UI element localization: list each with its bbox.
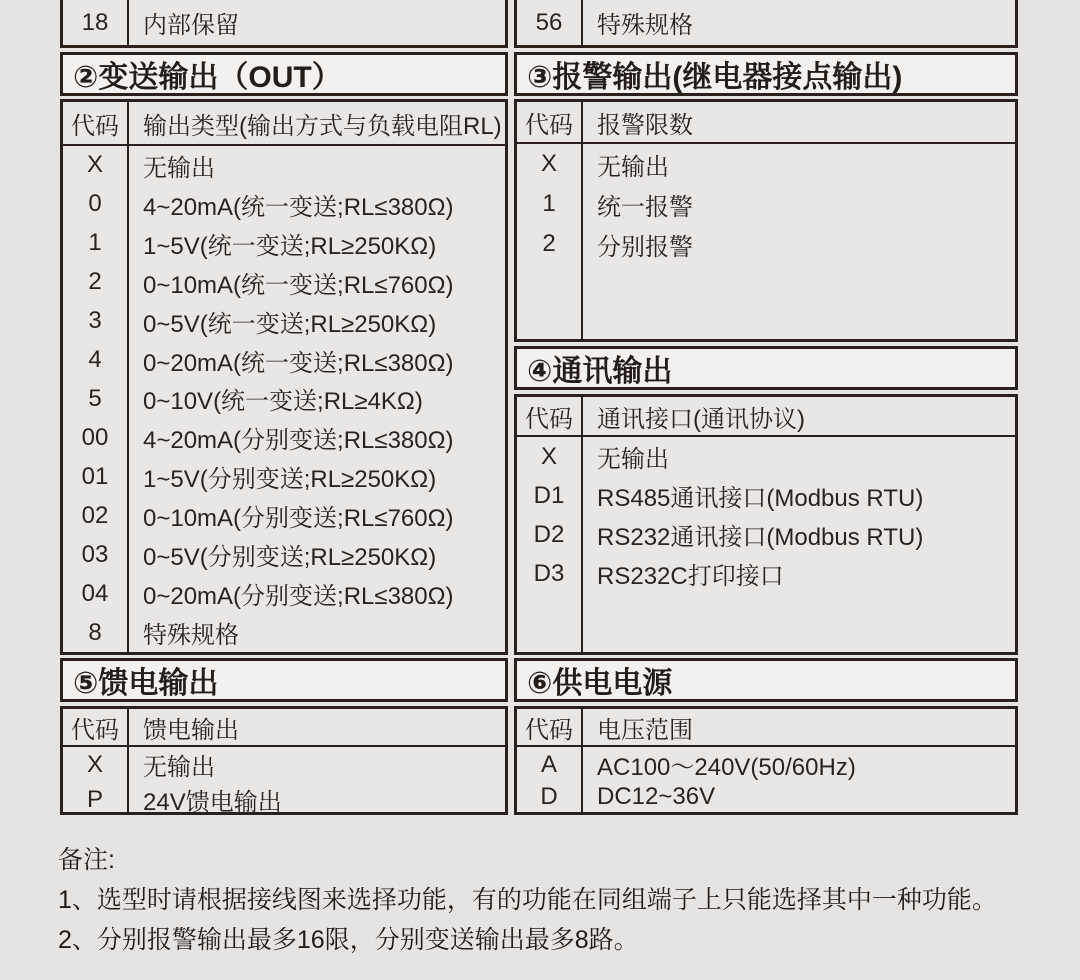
- table-row: [63, 263, 505, 302]
- label-cell: RS232通讯接口(Modbus RTU): [597, 524, 924, 551]
- table-row: [517, 476, 1015, 515]
- label-cell: 内部保留: [143, 12, 239, 39]
- table-row: [517, 515, 1015, 554]
- table-row: [63, 613, 505, 652]
- header-label: 通讯接口(通讯协议): [597, 405, 805, 433]
- header-label: 输出类型(输出方式与负载电阻RL): [143, 112, 502, 140]
- code-cell: 1: [542, 190, 556, 217]
- table-row: [63, 574, 505, 613]
- label-cell: AC100～240V(50/60Hz): [597, 754, 856, 781]
- label-cell: 0~10V(统一变送;RL≥4KΩ): [143, 388, 423, 416]
- header-label: 报警限数: [597, 111, 693, 139]
- label-cell: DC12~36V: [597, 783, 716, 810]
- code-cell: 0: [88, 190, 102, 218]
- label-cell: 4~20mA(统一变送;RL≤380Ω): [143, 193, 454, 221]
- section6-title: ⑥供电电源: [514, 658, 1018, 702]
- table-row: [63, 535, 505, 574]
- table-header-row: [517, 102, 1015, 144]
- header-label: 电压范围: [597, 716, 693, 744]
- table-row: [63, 224, 505, 263]
- table-row: [517, 0, 1015, 45]
- code-cell: 1: [88, 229, 102, 257]
- code-cell: A: [540, 750, 557, 778]
- table-row: [517, 554, 1015, 593]
- table-row: [63, 341, 505, 380]
- section5-title: ⑤馈电输出: [60, 658, 508, 702]
- section3-table: [514, 99, 1018, 342]
- section6-table: [514, 706, 1018, 815]
- code-cell: 02: [81, 501, 109, 529]
- header-code: 代码: [525, 111, 573, 139]
- note-item: 2、分别报警输出最多16限，分别变送输出最多8路。: [58, 926, 639, 954]
- header-label: 馈电输出: [143, 716, 239, 744]
- header-code: 代码: [525, 716, 573, 744]
- table-row: [517, 782, 1015, 812]
- code-cell: 03: [81, 540, 109, 568]
- table-row: [517, 224, 1015, 264]
- label-cell: 24V馈电输出: [143, 789, 282, 816]
- header-code: 代码: [71, 716, 119, 744]
- section2-table: [60, 99, 508, 655]
- label-cell: 0~20mA(统一变送;RL≤380Ω): [143, 349, 454, 377]
- code-cell: X: [86, 151, 103, 179]
- table-row: [63, 146, 505, 185]
- label-cell: 特殊规格: [143, 622, 239, 650]
- label-cell: 分别报警: [597, 233, 693, 261]
- notes-title: 备注:: [58, 846, 115, 874]
- label-cell: 0~5V(分别变送;RL≥250KΩ): [143, 544, 437, 572]
- code-cell: X: [86, 750, 103, 778]
- header-code: 代码: [525, 405, 573, 433]
- label-cell: 特殊规格: [597, 12, 693, 39]
- code-cell: D3: [533, 559, 565, 587]
- label-cell: 无输出: [597, 446, 669, 473]
- label-cell: 0~10mA(分别变送;RL≤760Ω): [143, 505, 454, 533]
- label-cell: 1~5V(分别变送;RL≥250KΩ): [143, 466, 437, 494]
- code-cell: 00: [81, 423, 109, 451]
- label-cell: RS485通讯接口(Modbus RTU): [597, 485, 924, 512]
- label-cell: 无输出: [143, 154, 215, 182]
- label-cell: 无输出: [143, 754, 215, 781]
- note-item: 1、选型时请根据接线图来选择功能，有的功能在同组端子上只能选择其中一种功能。: [58, 886, 997, 914]
- label-cell: 统一报警: [597, 193, 693, 221]
- code-cell: 2: [88, 268, 102, 296]
- table-header-row: [63, 709, 505, 747]
- top-row-right: [514, 0, 1018, 48]
- label-cell: 4~20mA(分别变送;RL≤380Ω): [143, 427, 454, 455]
- code-cell: X: [540, 150, 557, 177]
- section2-title: ②变送输出（OUT）: [60, 52, 508, 96]
- code-cell: 2: [542, 230, 556, 257]
- table-row: [63, 457, 505, 496]
- section4-table: [514, 394, 1018, 655]
- label-cell: 0~5V(统一变送;RL≥250KΩ): [143, 310, 437, 338]
- table-row: [517, 144, 1015, 184]
- code-cell: D1: [533, 481, 565, 509]
- code-cell: D2: [533, 520, 565, 548]
- table-row: [517, 437, 1015, 476]
- code-cell: 4: [88, 346, 102, 374]
- table-row: [63, 747, 505, 782]
- top-row-left: [60, 0, 508, 48]
- section4-title: ④通讯输出: [514, 346, 1018, 390]
- label-cell: 0~20mA(分别变送;RL≤380Ω): [143, 583, 454, 611]
- table-row: [517, 747, 1015, 782]
- code-cell: X: [540, 442, 557, 470]
- notes-block: [58, 838, 1058, 958]
- code-cell: D: [540, 783, 558, 810]
- code-cell: 18: [81, 8, 109, 36]
- table-row: [63, 496, 505, 535]
- table-header-row: [517, 709, 1015, 747]
- code-cell: 56: [535, 8, 563, 36]
- table-row: [63, 782, 505, 817]
- table-row: [63, 380, 505, 419]
- table-header-row: [517, 397, 1015, 437]
- section5-table: [60, 706, 508, 815]
- label-cell: 无输出: [597, 153, 669, 181]
- table-row: [517, 184, 1015, 224]
- code-cell: 04: [81, 579, 109, 607]
- table-header-row: [63, 102, 505, 146]
- header-code: 代码: [71, 112, 119, 140]
- label-cell: RS232C打印接口: [597, 563, 784, 590]
- code-cell: P: [86, 785, 103, 813]
- label-cell: 1~5V(统一变送;RL≥250KΩ): [143, 232, 437, 260]
- code-cell: 8: [88, 618, 102, 646]
- code-cell: 5: [88, 384, 102, 412]
- table-row: [63, 418, 505, 457]
- table-row: [63, 185, 505, 224]
- table-row: [63, 302, 505, 341]
- code-cell: 3: [88, 307, 102, 335]
- section3-title: ③报警输出(继电器接点输出): [514, 52, 1018, 96]
- table-row: [63, 0, 505, 45]
- label-cell: 0~10mA(统一变送;RL≤760Ω): [143, 271, 454, 299]
- code-cell: 01: [81, 462, 109, 490]
